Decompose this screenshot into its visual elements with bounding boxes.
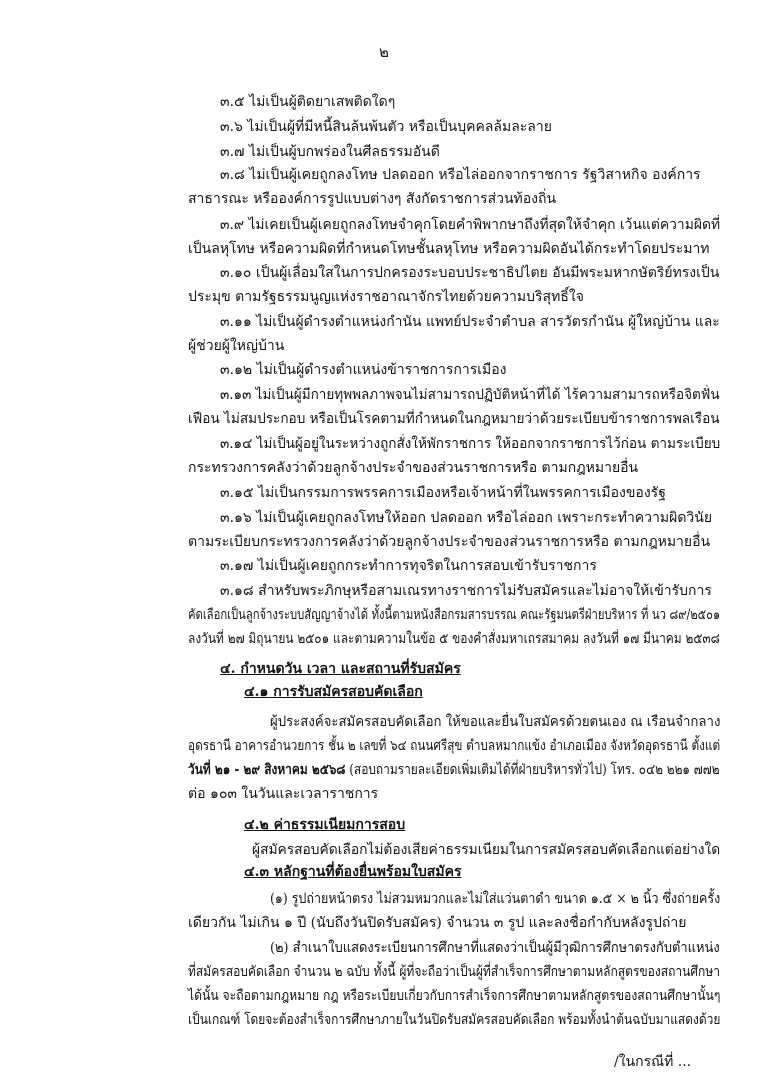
item-3-10-line1: ๓.๑๐ เป็นผู้เลื่อมใสในการปกครองระบอบประชาธิปไตย อันมีพระมหากษัตริย์ทรงเป็น	[220, 265, 720, 281]
section-4-1-line3	[188, 758, 720, 783]
item-3-8-line2: สาธารณะ หรือองค์การรูปแบบต่างๆ สังกัดราชการส่วนท้องถิ่น	[188, 191, 557, 207]
section-4-1-line4: ต่อ ๑๐๓ ในวันและเวลาราชการ	[188, 786, 379, 802]
section-4-2-heading-text: ๔.๒ ค่าธรรมเนียมการสอบ	[244, 817, 406, 833]
item-3-13-line2: เฟือน ไม่สมประกอบ หรือเป็นโรคตามที่กำหนดในกฎหมายว่าด้วยระเบียบข้าราชการพลเรือน	[188, 411, 720, 427]
page-number: ๒	[379, 43, 389, 61]
section-4-2-line1: ผู้สมัครสอบคัดเลือกไม่ต้องเสียค่าธรรมเนียมในการสมัครสอบคัดเลือกแต่อย่างใด	[252, 842, 721, 858]
item-3-18-line3: ลงวันที่ ๒๗ มิถุนายน ๒๕๐๑ และตามความในข้อ ๕ ของคำสั่งมหาเถรสมาคม ลงวันที่ ๑๗ มีนาคม ๒๕๓๘	[188, 631, 720, 647]
section-4-3-heading	[244, 860, 768, 885]
continuation-note: /ในกรณีที่ ...	[614, 1054, 692, 1070]
section-4-2-heading	[244, 813, 768, 838]
item-3-10-line2: ประมุข ตามรัฐธรรมนูญแห่งราชอาณาจักรไทยด้วยความบริสุทธิ์ใจ	[188, 289, 584, 305]
item-3-8-line1: ๓.๘ ไม่เป็นผู้เคยถูกลงโทษ ปลดออก หรือไล่ออกจากราชการ รัฐวิสาหกิจ องค์การ	[220, 167, 701, 183]
section-4-3-item1-line1: (๑) รูปถ่ายหน้าตรง ไม่สวมหมวกและไม่ใส่แว่นตาดำ ขนาด ๑.๕ × ๒ นิ้ว ซึ่งถ่ายครั้ง	[270, 891, 721, 907]
item-3-18-line2: คัดเลือกเป็นลูกจ้างระบบสัญญาจ้างได้ ทั้งนี้ตามหนังสือกรมสารบรรณ คณะรัฐมนตรีฝ่ายบริหาร ที่ นว ๘๙/๒๕๐๑	[188, 607, 721, 623]
item-3-14-line2: กระทรวงการคลังว่าด้วยลูกจ้างประจำของส่วนราชการหรือ ตามกฎหมายอื่น	[188, 460, 639, 476]
item-3-11-line2: ผู้ช่วยผู้ใหญ่บ้าน	[188, 338, 285, 354]
item-3-17: ๓.๑๗ ไม่เป็นผู้เคยถูกกระทำการทุจริตในการสอบเข้ารับราชการ	[220, 558, 597, 574]
item-3-9-line2: เป็นลหุโทษ หรือความผิดที่กำหนดโทษชั้นลหุโทษ หรือความผิดอันได้กระทำโดยประมาท	[188, 241, 710, 257]
item-3-18-line1: ๓.๑๘ สำหรับพระภิกษุหรือสามเณรทางราชการไม่รับสมัครและไม่อาจให้เข้ารับการ	[220, 583, 712, 599]
item-3-15: ๓.๑๕ ไม่เป็นกรรมการพรรคการเมืองหรือเจ้าหน้าที่ในพรรคการเมืองของรัฐ	[220, 485, 666, 501]
item-3-11-line1: ๓.๑๑ ไม่เป็นผู้ดำรงตำแหน่งกำนัน แพทย์ประจำตำบล สารวัตรกำนัน ผู้ใหญ่บ้าน และ	[220, 314, 720, 330]
section-4-3-item2-line2: ที่สมัครสอบคัดเลือก จำนวน ๒ ฉบับ ทั้งนี้ ผู้ที่จะถือว่าเป็นผู้ที่สำเร็จการศึกษาตามหลักสูตรของสถานศึกษา	[188, 964, 720, 980]
section-4-3-heading-text: ๔.๓ หลักฐานที่ต้องยื่นพร้อมใบสมัคร	[244, 864, 462, 880]
item-3-5: ๓.๕ ไม่เป็นผู้ติดยาเสพติดใดๆ	[220, 94, 396, 110]
section-4-3-item2-line4: เป็นเกณฑ์ โดยจะต้องสำเร็จการศึกษาภายในวันปิดรับสมัครสอบคัดเลือก พร้อมทั้งนำต้นฉบับมาแสดงด้วย	[188, 1012, 721, 1028]
item-3-14-line1: ๓.๑๔ ไม่เป็นผู้อยู่ในระหว่างถูกสั่งให้พักราชการ ให้ออกจากราชการไว้ก่อน ตามระเบียบ	[220, 436, 721, 452]
section-4-heading: ๔. กำหนดวัน เวลา และสถานที่รับสมัคร	[220, 661, 461, 677]
section-4-3-item2-line3: ได้นั้น จะถือตามกฎหมาย กฎ หรือระเบียบเกี่ยวกับการสำเร็จการศึกษาตามหลักสูตรของสถานศึกษานั้นๆ	[188, 988, 721, 1004]
item-3-12: ๓.๑๒ ไม่เป็นผู้ดำรงตำแหน่งข้าราชการการเมือง	[220, 362, 507, 378]
item-3-9-line1: ๓.๙ ไม่เคยเป็นผู้เคยถูกลงโทษจำคุกโดยคำพิพากษาถึงที่สุดให้จำคุก เว้นแต่ความผิดที่	[220, 217, 721, 233]
item-3-16-line1: ๓.๑๖ ไม่เป็นผู้เคยถูกลงโทษให้ออก ปลดออก หรือไล่ออก เพราะกระทำความผิดวินัย	[220, 510, 713, 526]
section-4-3-item2-line1: (๒) สำเนาใบแสดงระเบียนการศึกษาที่แสดงว่าเป็นผู้มีวุฒิการศึกษาตรงกับตำแหน่ง	[270, 940, 720, 956]
section-4-1-line1: ผู้ประสงค์จะสมัครสอบคัดเลือก ให้ขอและยื่นใบสมัครด้วยตนเอง ณ เรือนจำกลาง	[270, 714, 721, 730]
item-3-13-line1: ๓.๑๓ ไม่เป็นผู้มีกายทุพพลภาพจนไม่สามารถปฏิบัติหน้าที่ได้ ไร้ความสามารถหรือจิตฟั่น	[220, 387, 720, 403]
section-4-3-item1-line2: เดียวกัน ไม่เกิน ๑ ปี (นับถึงวันปิดรับสมัคร) จำนวน ๓ รูป และลงชื่อกำกับหลังรูปถ่าย	[188, 915, 687, 931]
application-dates: วันที่ ๒๑ - ๒๙ สิงหาคม ๒๕๖๘	[188, 762, 346, 778]
contact-info: (สอบถามรายละเอียดเพิ่มเติมได้ที่ฝ่ายบริหารทั่วไป) โทร. ๐๔๒ ๒๒๑ ๗๗๒	[345, 762, 720, 778]
item-3-6: ๓.๖ ไม่เป็นผู้ที่มีหนี้สินล้นพ้นตัว หรือเป็นบุคคลล้มละลาย	[220, 119, 552, 135]
item-3-7: ๓.๗ ไม่เป็นผู้บกพร่องในศีลธรรมอันดี	[220, 144, 440, 160]
section-4-1-heading	[244, 680, 768, 705]
section-4-1-line2: อุดรธานี อาคารอำนวยการ ชั้น ๒ เลขที่ ๖๔ ถนนศรีสุข ตำบลหมากแข้ง อำเภอเมือง จังหวัดอุดรธานี ตั้งแต่	[188, 738, 721, 754]
item-3-16-line2: ตามระเบียบกระทรวงการคลังว่าด้วยลูกจ้างประจำของส่วนราชการหรือ ตามกฎหมายอื่น	[188, 534, 711, 550]
section-4-1-heading-text: ๔.๑ การรับสมัครสอบคัดเลือก	[244, 684, 423, 700]
